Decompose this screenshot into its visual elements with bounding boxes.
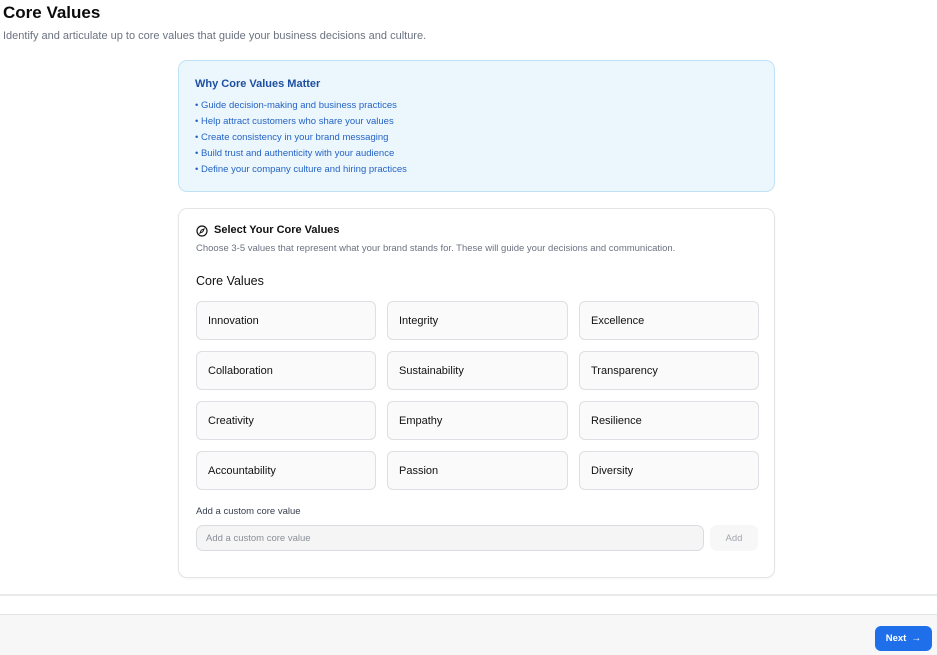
value-option-accountability[interactable]: Accountability xyxy=(196,451,376,490)
card-title: Select Your Core Values xyxy=(214,224,340,236)
info-item: • Build trust and authenticity with your audience xyxy=(195,148,395,159)
custom-value-label: Add a custom core value xyxy=(196,506,301,517)
footer-divider xyxy=(0,594,937,596)
value-option-collaboration[interactable]: Collaboration xyxy=(196,351,376,390)
info-title: Why Core Values Matter xyxy=(195,78,321,90)
card-description: Choose 3-5 values that represent what your brand stands for. These will guide your decisions and communication. xyxy=(196,243,676,254)
value-option-integrity[interactable]: Integrity xyxy=(387,301,568,340)
value-option-empathy[interactable]: Empathy xyxy=(387,401,568,440)
value-option-creativity[interactable]: Creativity xyxy=(196,401,376,440)
add-custom-value-button[interactable]: Add xyxy=(710,525,758,551)
value-option-sustainability[interactable]: Sustainability xyxy=(387,351,568,390)
next-button[interactable] xyxy=(875,626,932,651)
custom-value-input[interactable] xyxy=(196,525,704,551)
card-header xyxy=(196,224,340,236)
page-subtitle: Identify and articulate up to core values that guide your business decisions and culture. xyxy=(3,30,427,42)
info-item: • Define your company culture and hiring practices xyxy=(195,164,407,175)
core-values-label: Core Values xyxy=(196,274,264,288)
page-title: Core Values xyxy=(3,3,101,22)
value-option-excellence[interactable]: Excellence xyxy=(579,301,759,340)
value-option-innovation[interactable]: Innovation xyxy=(196,301,376,340)
core-values-grid xyxy=(196,301,759,490)
select-core-values-card xyxy=(178,208,775,578)
value-option-passion[interactable]: Passion xyxy=(387,451,568,490)
footer-bar xyxy=(0,614,937,655)
info-item: • Guide decision-making and business practices xyxy=(195,100,397,111)
value-option-resilience[interactable]: Resilience xyxy=(579,401,759,440)
value-option-diversity[interactable]: Diversity xyxy=(579,451,759,490)
compass-icon xyxy=(196,224,208,236)
arrow-right-icon: → xyxy=(911,633,922,644)
info-item: • Help attract customers who share your values xyxy=(195,116,394,127)
info-item: • Create consistency in your brand messaging xyxy=(195,132,389,143)
next-button-label: Next xyxy=(885,633,907,644)
why-core-values-card xyxy=(178,60,775,192)
value-option-transparency[interactable]: Transparency xyxy=(579,351,759,390)
info-list xyxy=(195,98,758,178)
